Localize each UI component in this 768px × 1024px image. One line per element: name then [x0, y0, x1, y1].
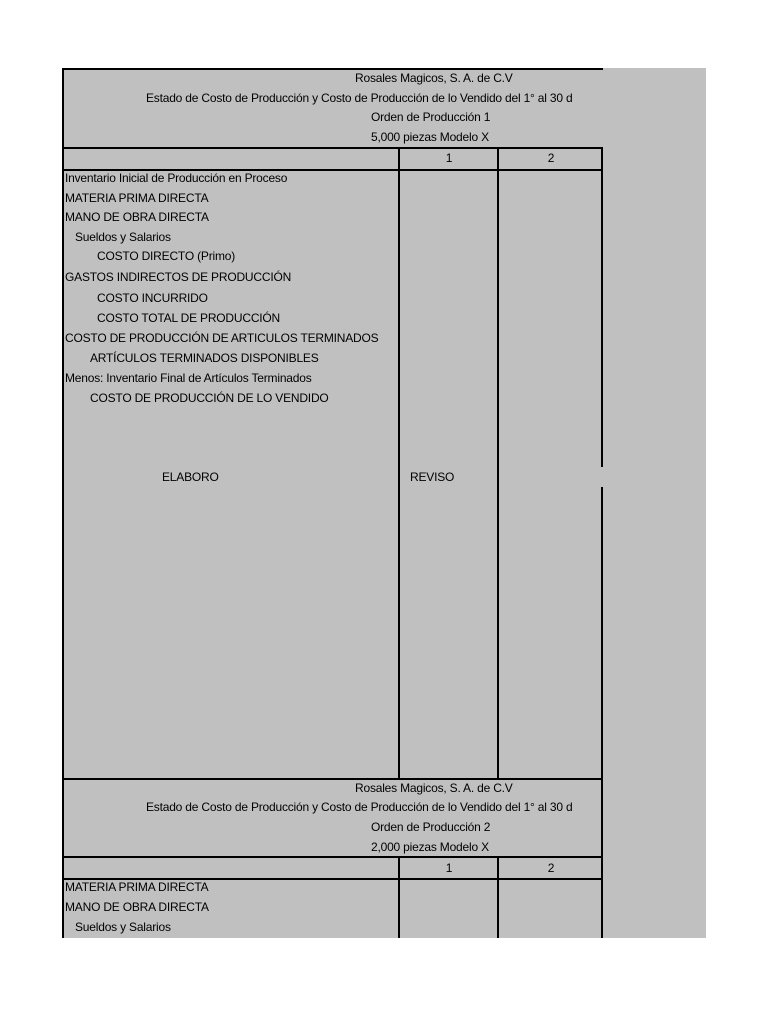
right-border-lower	[601, 487, 603, 780]
row-label: MATERIA PRIMA DIRECTA	[65, 880, 209, 894]
production-order: Orden de Producción 1	[371, 110, 491, 124]
block1-bottom-border	[63, 778, 603, 780]
right-border-block2	[601, 778, 603, 938]
statement-title: Estado de Costo de Producción y Costo de Producción de lo Vendido del 1° al 30 d	[146, 91, 573, 105]
row-label: ARTÍCULOS TERMINADOS DISPONIBLES	[90, 351, 319, 365]
production-order-2: Orden de Producción 2	[371, 820, 491, 834]
column-divider-1-block2	[398, 856, 400, 938]
row-label: GASTOS INDIRECTOS DE PRODUCCIÓN	[65, 270, 292, 284]
row-label: Inventario Inicial de Producción en Proceso	[65, 171, 288, 185]
company-name-2: Rosales Magicos, S. A. de C.V	[355, 781, 513, 795]
reviewed-by-label: REVISO	[410, 470, 455, 484]
left-border	[62, 68, 64, 780]
row-label: Menos: Inventario Final de Artículos Terminados	[65, 371, 312, 385]
row-label: MANO DE OBRA DIRECTA	[65, 900, 209, 914]
statement-title-2-clip	[63, 797, 603, 817]
column-divider-2	[497, 147, 499, 780]
row-label: Sueldos y Salarios	[75, 920, 171, 934]
row-label: COSTO DE PRODUCCIÓN DE ARTICULOS TERMINADOS	[65, 331, 379, 345]
row-label: COSTO INCURRIDO	[97, 291, 208, 305]
top-border	[63, 68, 603, 70]
column-header-2: 2	[547, 151, 555, 165]
row-label: Sueldos y Salarios	[75, 230, 171, 244]
row-label: MANO DE OBRA DIRECTA	[65, 210, 209, 224]
statement-title-2: Estado de Costo de Producción y Costo de Producción de lo Vendido del 1° al 30 d	[146, 800, 573, 814]
row-label: COSTO DIRECTO (Primo)	[97, 249, 236, 263]
left-border-block2	[62, 778, 64, 938]
column-header-1-block2: 1	[445, 861, 453, 875]
row-label: MATERIA PRIMA DIRECTA	[65, 191, 209, 205]
column-divider-1	[398, 147, 400, 780]
column-divider-2-block2	[497, 856, 499, 938]
column-header-1: 1	[445, 151, 453, 165]
pieces-model: 5,000 piezas Modelo X	[371, 130, 489, 144]
right-border-upper	[601, 147, 603, 467]
pieces-model-2: 2,000 piezas Modelo X	[371, 840, 489, 854]
company-name: Rosales Magicos, S. A. de C.V	[355, 71, 513, 85]
statement-title-clip	[63, 88, 603, 108]
row-label: COSTO DE PRODUCCIÓN DE LO VENDIDO	[90, 391, 329, 405]
row-label: COSTO TOTAL DE PRODUCCIÓN	[97, 311, 281, 325]
prepared-by-label: ELABORO	[162, 470, 219, 484]
column-header-2-block2: 2	[547, 861, 555, 875]
